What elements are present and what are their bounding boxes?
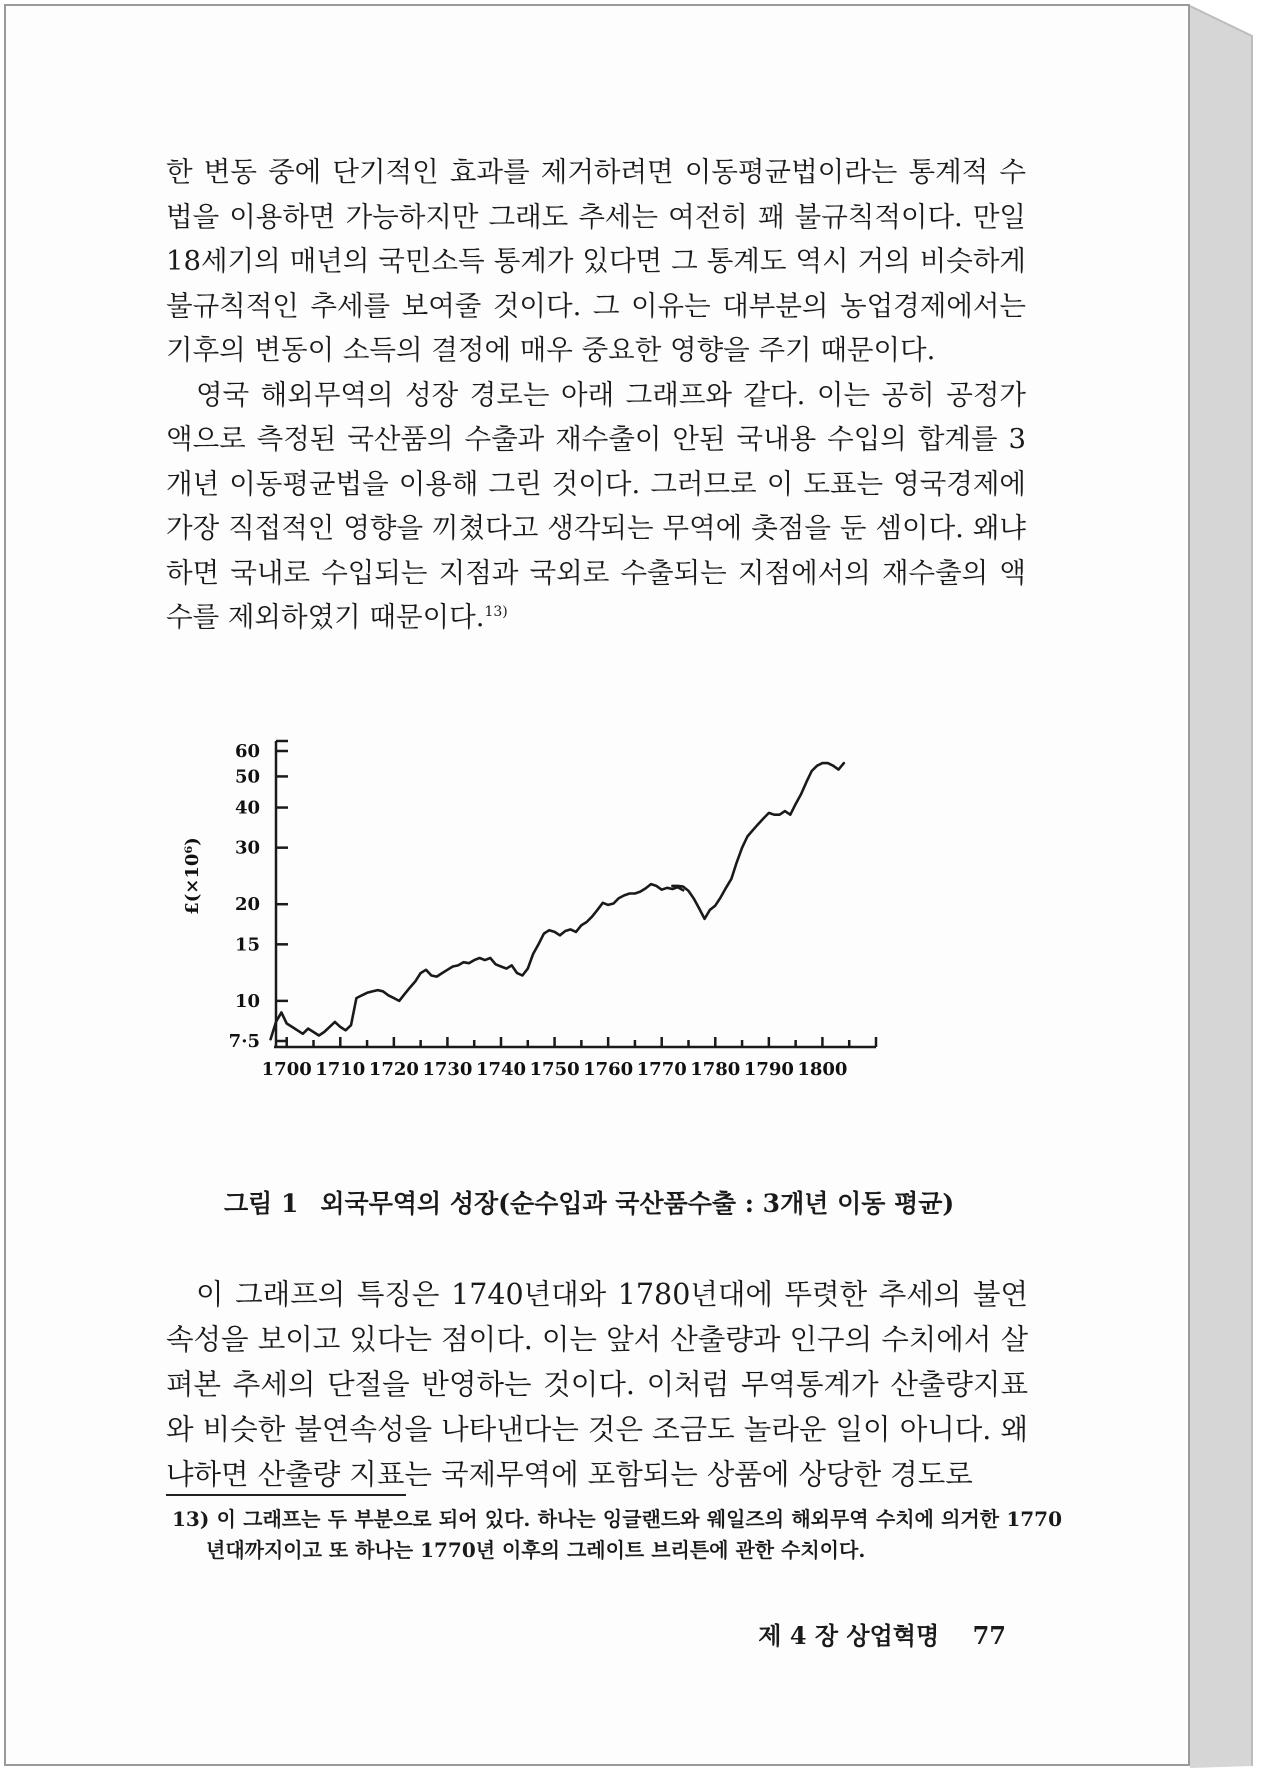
footnote-reference[interactable]: 13) [484,603,508,620]
y-tick-label: 7·5 [228,1031,260,1052]
y-axis-label: £(×10⁶) [182,837,203,915]
footnote-text: 이 그래프는 두 부분으로 되어 있다. 하나는 잉글랜드와 웨일즈의 해외무역 수치에 의거한 1770년대까지이고 또 하나는 1770년 이후의 그레이트 브리튼에 관한 수치이다. [206,1507,1063,1562]
y-axis-ticks [229,741,288,1052]
paragraph: 이 그래프의 특징은 1740년대와 1780년대에 뚜렷한 추세의 불연속성을 보이고 있다는 점이다. 이는 앞서 산출량과 인구의 수치에서 살펴본 추세의 단절을 반영하는 것이다. 이처럼 무역통계가 산출량지표와 비슷한 불연속성을 나타낸다는 것은 조금도 놀라운 일이 아니다. 왜냐하면 산출량 지표는 국제무역에 포함되는 상품에 상당한 경도로 [166,1278,1028,1491]
x-tick-label: 1710 [315,1059,366,1080]
x-tick-label: 1770 [636,1059,687,1080]
y-tick-label: 50 [234,766,260,788]
body-text-bottom [166,1272,1028,1497]
y-tick-label: 15 [234,934,260,956]
y-tick-label: 20 [234,894,260,916]
footnote [172,1504,1062,1566]
y-tick-label: 60 [234,741,260,762]
y-tick-label: 40 [234,797,260,819]
x-axis-ticks [262,1037,876,1080]
trade-growth-line-chart [182,726,1006,1146]
x-tick-label: 1740 [475,1059,527,1080]
series-line-2 [672,763,844,919]
x-tick-label: 1760 [583,1059,634,1080]
book-page [4,4,1190,1766]
x-tick-label: 1780 [690,1059,741,1080]
page-number: 77 [972,1621,1006,1650]
x-tick-label: 1720 [368,1059,419,1080]
footnote-divider [166,1494,406,1496]
x-tick-label: 1800 [797,1059,848,1080]
y-tick-label: 30 [234,837,260,859]
figure-caption-text: 외국무역의 성장(순수입과 국산품수출 : 3개년 이동 평균) [320,1189,955,1218]
x-tick-label: 1750 [529,1059,580,1080]
chapter-title: 제 4 장 상업혁명 [758,1621,940,1650]
figure-trade-growth [182,726,1006,1146]
book-edge-outline [1190,6,1252,1766]
paragraph: 한 변동 중에 단기적인 효과를 제거하려면 이동평균법이라는 통계적 수법을 이용하면 가능하지만 그래도 추세는 여전히 꽤 불규칙적이다. 만일 18세기의 매년의 국민소득 통계가 있다면 그 통계도 역시 거의 비슷하게 불규칙적인 추세를 보여줄 것이다. 그 이유는 대부분의 농업경제에서는 기후의 변동이 소득의 결정에 매우 중요한 영향을 주기 때문이다. [166,156,1026,366]
book-spine-edge [1190,6,1252,1768]
body-text-top [166,150,1026,640]
paragraph: 영국 해외무역의 성장 경로는 아래 그래프와 같다. 이는 공히 공정가액으로 측정된 국산품의 수출과 재수출이 안된 국내용 수입의 합계를 3개년 이동평균법을 이용해 그린 것이다. 그러므로 이 도표는 영국경제에 가장 직접적인 영향을 끼쳤다고 생각되는 무역에 촛점을 둔 셈이다. 왜냐하면 국내로 수입되는 지점과 국외로 수출되는 지점에서의 재수출의 액수를 제외하였기 때문이다.$^{13)}$ [166,378,1026,633]
running-footer [706,1616,1006,1651]
y-tick-label: 10 [234,990,260,1012]
chart-series [271,763,844,1039]
figure-caption [224,1184,954,1220]
footnote-marker: 13) [172,1507,210,1531]
x-tick-label: 1700 [261,1059,312,1080]
figure-label: 그림 1 [224,1189,299,1218]
x-tick-label: 1730 [422,1059,473,1080]
x-tick-label: 1790 [743,1059,794,1080]
series-line-1 [271,884,683,1039]
chart-axes [274,741,876,1047]
